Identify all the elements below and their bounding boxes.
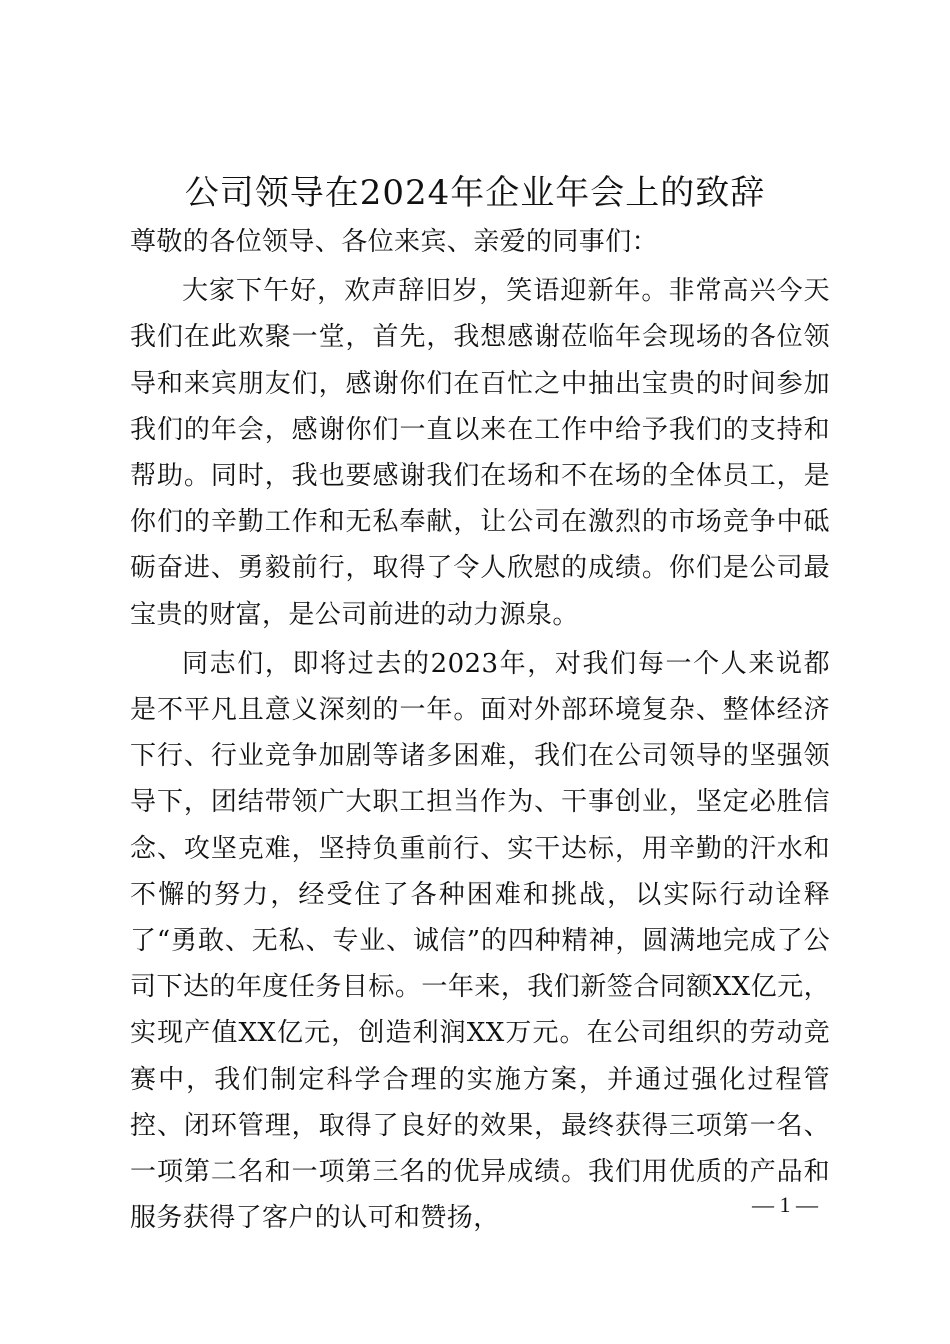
body-paragraph-1: 大家下午好，欢声辞旧岁，笑语迎新年。非常高兴今天我们在此欢聚一堂，首先，我想感谢莅临年会现场的各位领导和来宾朋友们，感谢你们在百忙之中抽出宝贵的时间参加我们的年会，感谢你们一直以来在工作中给予我们的支持和帮助。同时，我也要感谢我们在场和不在场的全体员工，是你们的辛勤工作和无私奉献，让公司在激烈的市场竞争中砥砺奋进、勇毅前行，取得了令人欣慰的成绩。你们是公司最宝贵的财富，是公司前进的动力源泉。 <box>130 276 830 630</box>
document-body <box>130 219 830 1241</box>
document-title: 公司领导在2024年企业年会上的致辞 <box>184 173 766 213</box>
page-number: — 1 — <box>752 1192 818 1217</box>
body-paragraph-2: 同志们，即将过去的2023年，对我们每一个人来说都是不平凡且意义深刻的一年。面对外部环境复杂、整体经济下行、行业竞争加剧等诸多困难，我们在公司领导的坚强领导下，团结带领广大职工担当作为、干事创业，坚定必胜信念、攻坚克难，坚持负重前行、实干达标，用辛勤的汗水和不懈的努力，经受住了各种困难和挑战，以实际行动诠释了“勇敢、无私、专业、诚信”的四种精神，圆满地完成了公司下达的年度任务目标。一年来，我们新签合同额XX亿元，实现产值XX亿元，创造利润XX万元。在公司组织的劳动竞赛中，我们制定科学合理的实施方案，并通过强化过程管控、闭环管理，取得了良好的效果，最终获得三项第一名、一项第二名和一项第三名的优异成绩。我们用优质的产品和服务获得了客户的认可和赞扬， <box>130 648 830 1234</box>
greeting-line: 尊敬的各位领导、各位来宾、亲爱的同事们： <box>130 227 659 257</box>
